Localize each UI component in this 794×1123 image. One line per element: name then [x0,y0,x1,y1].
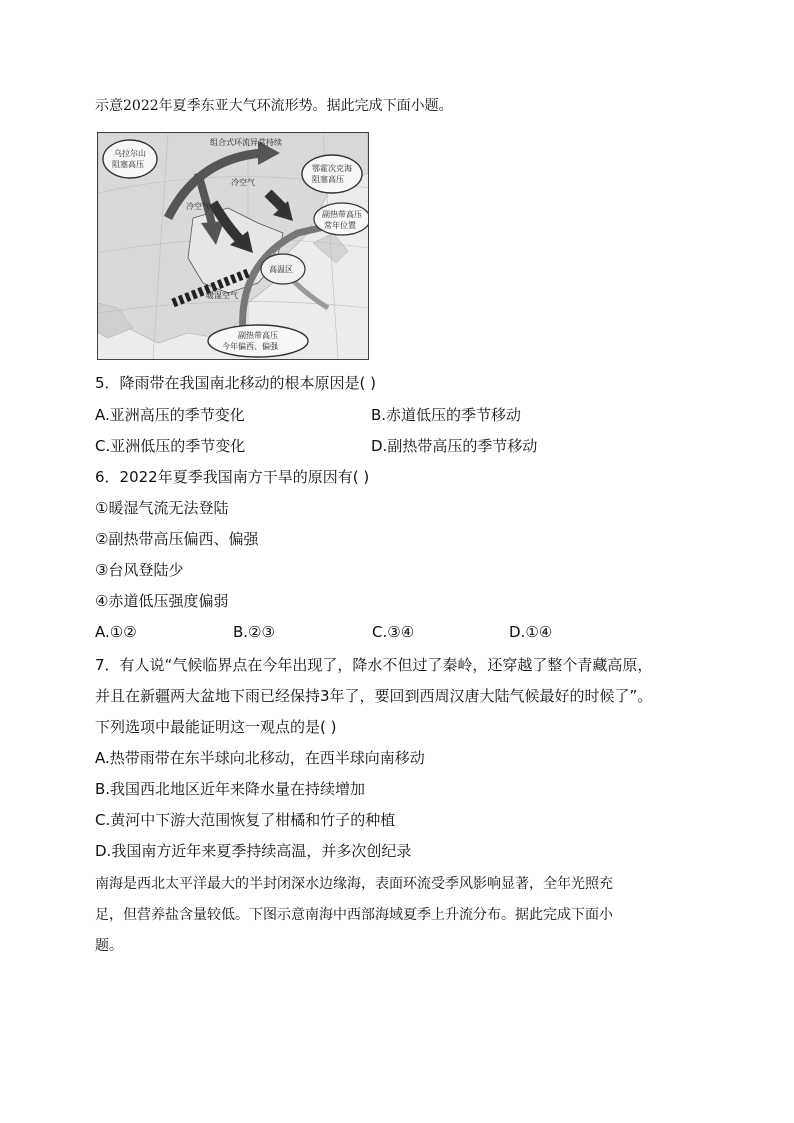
q7-stem-line3: 下列选项中最能证明这一观点的是( ) [95,718,337,736]
q6-option-b[interactable]: B.②③ [233,623,275,641]
q5-option-b[interactable]: B.赤道低压的季节移动 [371,406,522,424]
q5-option-c[interactable]: C.亚洲低压的季节变化 [95,437,246,455]
q5-option-a[interactable]: A.亚洲高压的季节变化 [95,406,245,424]
q7-option-c[interactable]: C.黄河中下游大范围恢复了柑橘和竹子的种植 [95,811,396,829]
label-subtropical-west-1: 副热带高压 [238,331,278,340]
q5-option-d[interactable]: D.副热带高压的季节移动 [371,437,538,455]
label-ural-2: 阻塞高压 [112,160,144,169]
label-cold-air-2: 冷空气 [186,202,210,211]
intro-text-2-line1: 南海是西北太平洋最大的半封闭深水边缘海，表面环流受季风影响显著，全年光照充 [95,876,613,892]
q5-stem: 5．降雨带在我国南北移动的根本原因是( ) [95,374,377,392]
q6-option-d[interactable]: D.①④ [509,623,553,641]
q6-item-1: ①暖湿气流无法登陆 [95,499,229,517]
q7-option-a[interactable]: A.热带雨带在东半球向北移动，在西半球向南移动 [95,749,425,767]
q6-options-row [95,622,715,642]
q7-stem-line2: 并且在新疆两大盆地下雨已经保持3年了，要回到西周汉唐大陆气候最好的时候了”。 [95,687,653,705]
q7-option-b[interactable]: B.我国西北地区近年来降水量在持续增加 [95,780,366,798]
intro-text-2-line3: 题。 [95,938,123,954]
q6-item-2: ②副热带高压偏西、偏强 [95,530,259,548]
label-cold-air-1: 冷空气 [231,178,255,187]
q5-options-row1 [95,405,715,425]
q5-options-row2 [95,436,715,456]
q6-item-4: ④赤道低压强度偏弱 [95,592,229,610]
intro-text-2-line2: 足，但营养盐含量较低。下图示意南海中西部海域夏季上升流分布。据此完成下面小 [95,907,613,923]
intro-text-1: 示意2022年夏季东亚大气环流形势。据此完成下面小题。 [95,98,453,114]
circulation-map [97,132,369,360]
label-okhotsk-2: 阻塞高压 [312,175,344,184]
q7-stem-line1: 7．有人说“气候临界点在今年出现了，降水不但过了秦岭，还穿越了整个青藏高原， [95,656,653,674]
q7-option-d[interactable]: D.我国南方近年来夏季持续高温，并多次创纪录 [95,842,412,860]
q6-option-c[interactable]: C.③④ [372,623,415,641]
q6-stem: 6．2022年夏季我国南方干旱的原因有( ) [95,468,370,486]
label-okhotsk-1: 鄂霍次克海 [312,164,352,173]
label-combined-circulation: 组合式环流异常持续 [210,138,282,147]
label-subtropical-normal-2: 常年位置 [324,221,356,230]
label-high-temp-zone: 高温区 [269,265,293,274]
q6-item-3: ③台风登陆少 [95,561,184,579]
circulation-map-svg [98,133,368,359]
q6-option-a[interactable]: A.①② [95,623,137,641]
label-warm-moist-air: 暖湿空气 [206,291,238,300]
label-ural-1: 乌拉尔山 [114,149,146,158]
label-subtropical-west-2: 今年偏西、偏强 [222,342,278,351]
label-subtropical-normal-1: 副热带高压 [322,210,362,219]
